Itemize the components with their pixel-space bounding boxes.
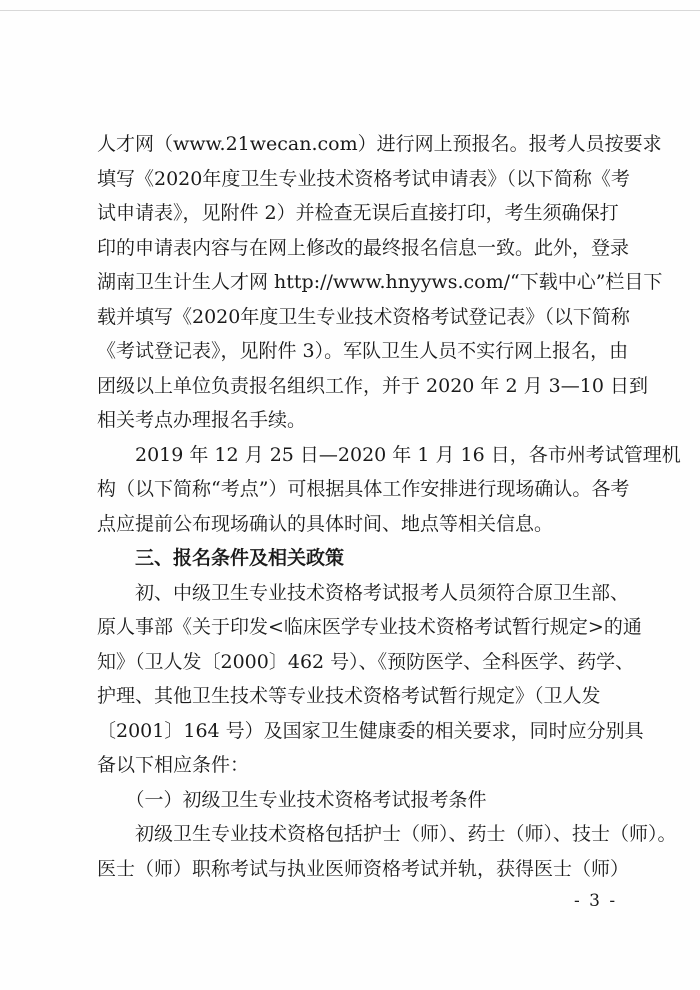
page-number: - 3 - xyxy=(574,891,618,911)
section-heading: 三、报名条件及相关政策 xyxy=(97,547,345,569)
text-line-3: 试申请表》，见附件 2）并检查无误后直接打印，考生须确保打 xyxy=(97,202,619,224)
text-line-5: 湖南卫生计生人才网 http://www.hnyyws.com/“下载中心”栏目下 xyxy=(97,271,663,293)
text-line-4: 印的申请表内容与在网上修改的最终报名信息一致。此外，登录 xyxy=(97,236,630,259)
text-line-12: 点应提前公布现场确认的具体时间、地点等相关信息。 xyxy=(97,512,554,535)
subsection-heading: （一）初级卫生专业技术资格考试报考条件 xyxy=(97,788,487,811)
text-line-17: 护理、其他卫生技术等专业技术资格考试暂行规定》（卫人发 xyxy=(97,685,601,707)
text-line-15: 原人事部《关于印发<临床医学专业技术资格考试暂行规定>的通 xyxy=(97,616,642,638)
text-line-8: 团级以上单位负责报名组织工作，并于 2020 年 2 月 3—10 日到 xyxy=(97,374,648,397)
text-line-2: 填写《2020年度卫生专业技术资格考试申请表》（以下简称《考 xyxy=(97,167,630,190)
text-line-19: 备以下相应条件： xyxy=(97,754,250,776)
text-line-16: 知》（卫人发〔2000〕462 号）、《预防医学、全科医学、药学、 xyxy=(97,650,635,673)
text-line-7: 《考试登记表》，见附件 3）。军队卫生人员不实行网上报名，由 xyxy=(97,340,629,362)
text-line-14: 初、中级卫生专业技术资格考试报考人员须符合原卫生部、 xyxy=(97,581,630,604)
body-text xyxy=(97,127,681,886)
text-line-22: 医士（师）职称考试与执业医师资格考试并轨，获得医士（师） xyxy=(97,857,630,880)
text-line-21: 初级卫生专业技术资格包括护士（师）、药士（师）、技士（师）。 xyxy=(97,823,677,845)
text-line-9: 相关考点办理报名手续。 xyxy=(97,409,307,431)
text-line-11: 构（以下简称“考点”）可根据具体工作安排进行现场确认。各考 xyxy=(97,478,630,500)
text-line-1: 人才网（www.21wecan.com）进行网上预报名。报考人员按要求 xyxy=(97,133,662,155)
top-scan-edge xyxy=(0,10,700,11)
text-line-18: 〔2001〕164 号）及国家卫生健康委的相关要求，同时应分别具 xyxy=(97,719,644,742)
text-line-6: 载并填写《2020年度卫生专业技术资格考试登记表》（以下简称 xyxy=(97,305,630,328)
text-line-10: 2019 年 12 月 25 日—2020 年 1 月 16 日，各市州考试管理机 xyxy=(97,443,681,466)
